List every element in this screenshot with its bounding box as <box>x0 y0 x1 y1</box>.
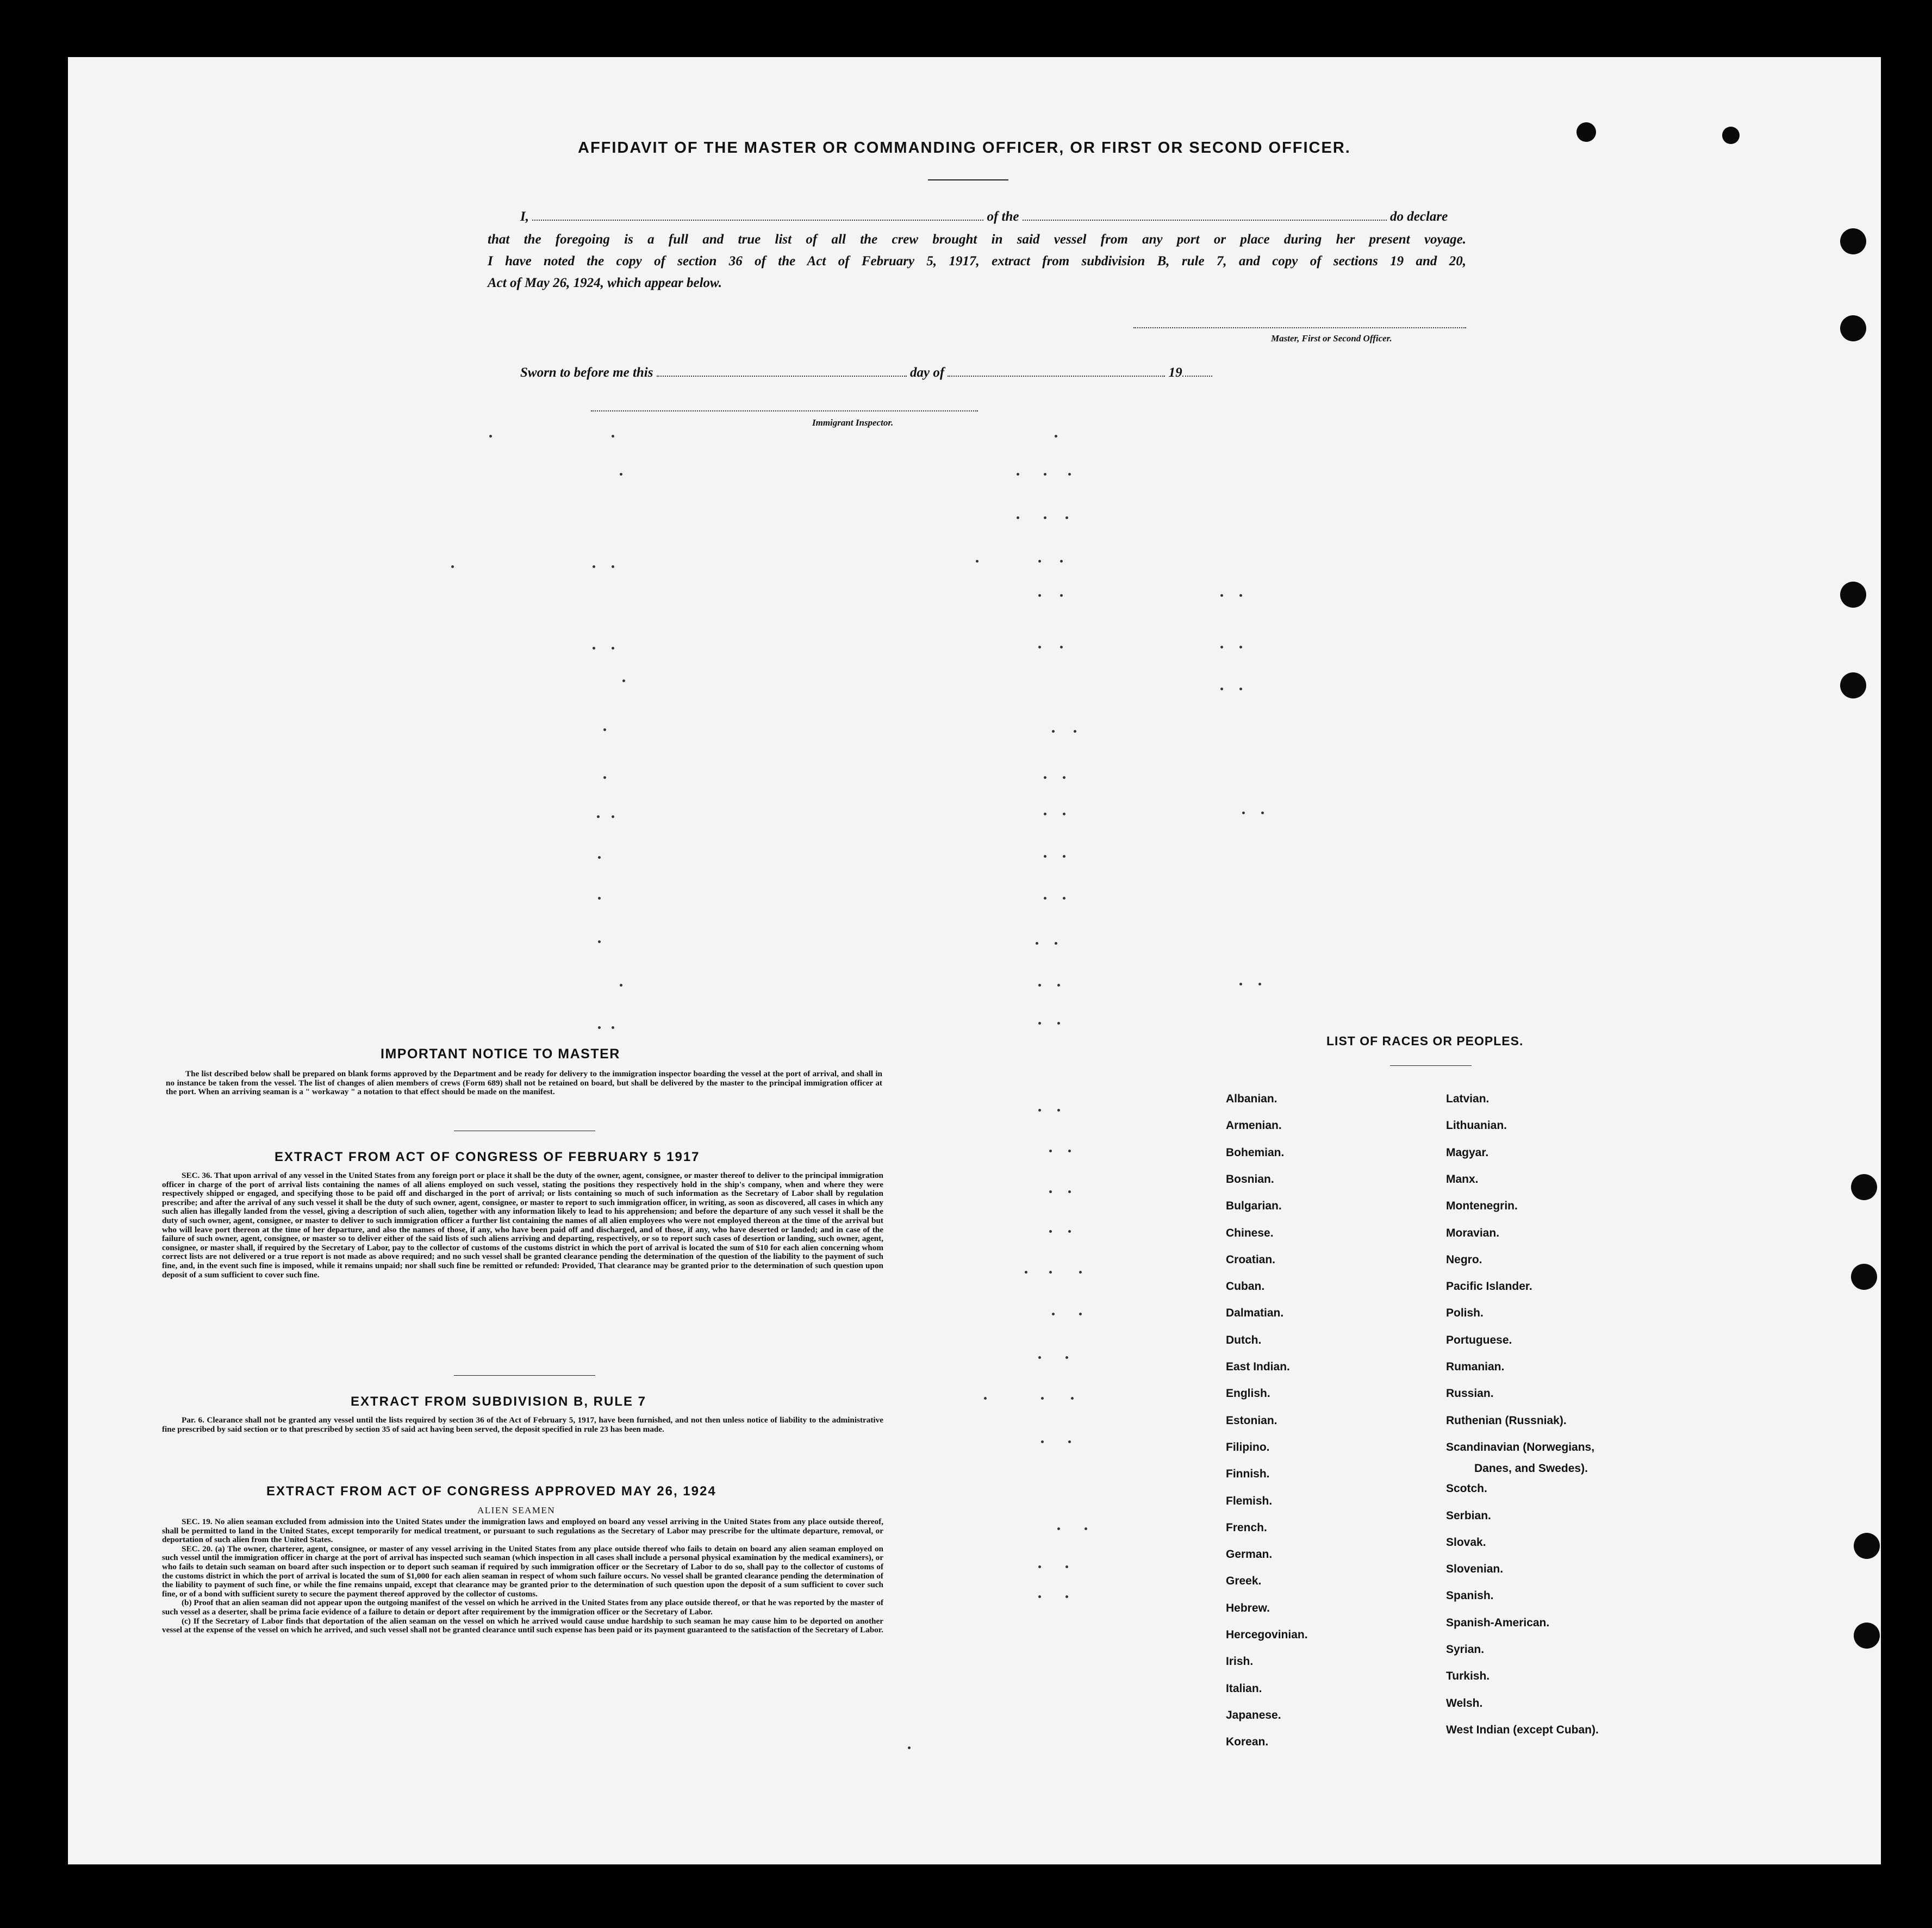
binder-hole <box>1840 315 1866 341</box>
extract-1917-rule <box>454 1375 595 1376</box>
scan-speck <box>1242 812 1245 814</box>
scan-speck <box>1044 473 1046 476</box>
scan-speck <box>1239 594 1242 597</box>
scan-speck <box>1055 435 1057 438</box>
race-scandinavian-continued: Danes, and Swedes). <box>1474 1462 1588 1475</box>
scan-speck <box>1065 516 1068 519</box>
sworn-line: Sworn to before me this day of 19 <box>520 365 1212 380</box>
scan-speck <box>1063 897 1065 900</box>
race-item: Bohemian. <box>1226 1146 1285 1159</box>
race-item: Serbian. <box>1446 1509 1491 1522</box>
scan-speck <box>612 565 614 568</box>
binder-hole <box>1576 122 1596 142</box>
scan-speck <box>1057 1527 1060 1530</box>
scan-speck <box>1065 1356 1068 1359</box>
notice-text: The list described below shall be prepared on blank forms approved by the Department and be ready for delivery to the immigration inspector boarding the vessel at the port of arrival, and shall in no instance be taken from the vessel. The list of changes of alien members of crews (Form 689) shall not be retained on board, but shall be delivered by the master to the principal immigration officer at the port. When an arriving seaman is a " workaway " a notation to that effect should be made on the manifest. <box>166 1069 882 1097</box>
binder-hole <box>1840 672 1866 698</box>
scan-speck <box>1057 1022 1060 1025</box>
race-item: Dalmatian. <box>1226 1307 1284 1320</box>
declaration-line-1: that the foregoing is a full and true list of all the crew brought in said vessel from any port or place during her present voyage. <box>488 232 1466 247</box>
scan-speck <box>1044 897 1046 900</box>
race-item: Portuguese. <box>1446 1333 1512 1346</box>
scan-speck <box>1049 1190 1052 1193</box>
race-item: Hercegovinian. <box>1226 1628 1308 1641</box>
binder-hole <box>1840 582 1866 608</box>
race-item: West Indian (except Cuban). <box>1446 1723 1599 1736</box>
scan-speck <box>1068 1150 1071 1152</box>
race-item: Estonian. <box>1226 1414 1277 1427</box>
race-item: Slovenian. <box>1446 1563 1504 1576</box>
scan-speck <box>1079 1313 1082 1315</box>
affidavit-title: AFFIDAVIT OF THE MASTER OR COMMANDING OFFICER, OR FIRST OR SECOND OFFICER. <box>578 139 1351 157</box>
scan-speck <box>1025 1271 1027 1274</box>
scan-speck <box>1261 812 1264 814</box>
race-item: Spanish-American. <box>1446 1616 1550 1629</box>
race-item: English. <box>1226 1387 1270 1400</box>
scan-speck <box>1065 1595 1068 1598</box>
race-item: Italian. <box>1226 1682 1262 1695</box>
scan-speck <box>984 1397 987 1400</box>
scan-speck <box>1038 560 1041 563</box>
race-item: Rumanian. <box>1446 1361 1505 1373</box>
scan-speck <box>1239 983 1242 985</box>
race-item: Bulgarian. <box>1226 1200 1282 1213</box>
scan-speck <box>1239 688 1242 690</box>
scan-speck <box>1049 1230 1052 1233</box>
race-item: Scandinavian (Norwegians, <box>1446 1440 1595 1453</box>
scan-speck <box>1063 813 1065 815</box>
race-item: Manx. <box>1446 1172 1479 1185</box>
scan-speck <box>620 473 622 476</box>
race-item: Lithuanian. <box>1446 1119 1507 1132</box>
scan-speck <box>620 984 622 987</box>
race-item: Spanish. <box>1446 1589 1494 1602</box>
vessel-blank[interactable] <box>1023 220 1387 221</box>
scan-speck <box>1258 983 1261 985</box>
scan-speck <box>612 435 614 438</box>
scan-speck <box>1060 560 1063 563</box>
scan-speck <box>1041 1440 1044 1443</box>
race-item: Hebrew. <box>1226 1601 1270 1614</box>
scan-speck <box>598 897 601 900</box>
binder-hole <box>1851 1264 1877 1290</box>
sworn-day-blank[interactable] <box>657 376 907 377</box>
scan-speck <box>1068 1440 1071 1443</box>
inspector-line[interactable] <box>591 410 978 411</box>
scan-speck <box>1068 1190 1071 1193</box>
scan-speck <box>612 1026 614 1029</box>
scan-speck <box>1038 1565 1041 1568</box>
scan-speck <box>1074 730 1076 733</box>
scan-speck <box>908 1746 911 1749</box>
scan-speck <box>1038 1109 1041 1112</box>
race-item: Turkish. <box>1446 1670 1490 1683</box>
scan-speck <box>598 1026 601 1029</box>
scan-speck <box>1220 594 1223 597</box>
signature-line[interactable] <box>1133 327 1466 328</box>
scan-speck <box>597 815 600 818</box>
binder-hole <box>1854 1533 1880 1559</box>
scan-speck <box>1038 1022 1041 1025</box>
race-item: Magyar. <box>1446 1146 1489 1159</box>
name-blank[interactable] <box>532 220 983 221</box>
scan-speck <box>1063 855 1065 858</box>
scan-speck <box>1017 473 1019 476</box>
scan-speck <box>1044 516 1046 519</box>
scan-speck <box>1220 688 1223 690</box>
extract-1917-title: EXTRACT FROM ACT OF CONGRESS OF FEBRUARY 5 1917 <box>275 1150 700 1164</box>
scan-speck <box>593 647 595 650</box>
scan-speck <box>1038 984 1041 987</box>
race-item: Latvian. <box>1446 1093 1489 1105</box>
extract-1924-text: SEC. 19. No alien seaman excluded from admission into the United States under the immigration laws and employed on board any vessel arriving in the United States from any place outside thereof, shall be permitted to land in the United States, except temporarily for medical treatment, or pursuant to such regulations as the Secretary of Labor may prescribe for the ultimate departure, removal, or deportation of such alien from the United States. SEC. 20. (a) The owner, charterer, agent, consignee, or master of any vessel arriving in the United States from any place outside thereof who fails to detain on board any alien seaman employed on such vessel until the immigration officer in charge at the port of arrival has inspected such seaman (which inspection in all cases shall include a personal physical examination by the medical examiners), or who fails to detain such seaman on board after such inspection or to deport such seaman if required by such immigration officer or the Secretary of Labor to do so, shall pay to the collector of customs of the customs district in which the port of arrival is located the sum of $1,000 for each alien seaman in respect of whom such failure occurs. No vessel shall be granted clearance pending the determination of the liability to payment of such fine, or while the fine remains unpaid, except that clearance may be granted prior to the determination of such question upon the deposit of a sum sufficient to cover such fine, or of a bond with sufficient surety to secure the payment thereof approved by the collector of customs. (b) Proof that an alien seaman did not appear upon the outgoing manifest of the vessel on which he arrived in the United States from any place outside thereof, or that he was reported by the master of such vessel as a deserter, shall be prima facie evidence of a failure to detain or deport after requirement by the immigration officer or the Secretary of Labor. (c) If the Secretary of Labor finds that deportation of the alien seaman on the vessel on which he arrived would cause undue hardship to such seaman he may cause him to be deported on another vessel at the expense of the vessel on which he arrived, and such vessel shall not be granted clearance until such expense has been paid or its payment guaranteed to the satisfaction of the Secretary of Labor. <box>162 1517 883 1635</box>
scan-speck <box>603 728 606 731</box>
title-underline <box>928 179 1008 180</box>
scan-speck <box>1017 516 1019 519</box>
declaration-line-3: Act of May 26, 1924, which appear below. <box>488 276 722 290</box>
binder-hole <box>1840 228 1866 254</box>
race-item: Slovak. <box>1446 1536 1486 1549</box>
race-item: Negro. <box>1446 1253 1482 1266</box>
race-item: Finnish. <box>1226 1468 1270 1481</box>
subdivision-text: Par. 6. Clearance shall not be granted any vessel until the lists required by section 36 of the Act of February 5, 1917, have been furnished, and not then unless notice of liability to the administrative fine prescribed by said section or to that prescribed by section 35 of said act having been served, the deposit specified in rule 23 has been made. <box>162 1415 883 1434</box>
race-item: Syrian. <box>1446 1643 1485 1656</box>
scan-speck <box>1038 646 1041 648</box>
race-item: Polish. <box>1446 1307 1484 1320</box>
race-item: Japanese. <box>1226 1708 1281 1721</box>
scan-speck <box>1085 1527 1087 1530</box>
scan-speck <box>598 940 601 943</box>
scan-speck <box>1055 942 1057 945</box>
scan-speck <box>603 776 606 779</box>
binder-hole <box>1722 127 1740 144</box>
scan-speck <box>1044 776 1046 779</box>
scan-speck <box>1079 1271 1082 1274</box>
alien-seamen-subtitle: ALIEN SEAMEN <box>477 1505 556 1515</box>
race-item: Filipino. <box>1226 1440 1270 1453</box>
race-item: Greek. <box>1226 1575 1262 1588</box>
scan-speck <box>1044 813 1046 815</box>
race-item: Russian. <box>1446 1387 1494 1400</box>
race-item: Moravian. <box>1446 1226 1500 1239</box>
inspector-label: Immigrant Inspector. <box>812 417 894 428</box>
races-title: LIST OF RACES OR PEOPLES. <box>1326 1034 1524 1048</box>
race-item: Bosnian. <box>1226 1172 1274 1185</box>
declaration-line-2: I have noted the copy of section 36 of the Act of February 5, 1917, extract from subdivision B, rule 7, and copy of sections 19 and 20, <box>488 254 1466 269</box>
scan-speck <box>612 647 614 650</box>
extract-1917-text: SEC. 36. That upon arrival of any vessel in the United States from any foreign port or place it shall be the duty of the owner, agent, consignee, or master thereof to deliver to the principal immigration officer in charge of the port of arrival lists containing the names of all aliens employed on such vessel, stating the positions they respectively hold in the ship's company, when and where they were respectively shipped or engaged, and specifying those to be paid off and discharged in the port of arrival; or lists containing so much of such information as the Secretary of Labor shall by regulation prescribe; and after the arrival of any such vessel it shall be the duty of such owner, agent, consignee, or master to report to such immigration officer, in writing, as soon as discovered, all cases in which any such alien has illegally landed from the vessel, giving a description of such alien, together with any information likely to lead to his apprehension; and before the departure of any such vessel it shall be the duty of such owner, agent, consignee, or master to deliver to such immigration officer a further list containing the names of all alien employees who were not employed thereon at the time of the arrival but who will leave port thereon at the time of her departure, and also the names of those, if any, who have been paid off and discharged, and of those, if any, who have deserted or landed; and in case of the failure of such owner, agent, consignee, or master so to deliver either of the said lists of such aliens arriving and departing, respectively, or so to report such cases of desertion or landing, such owner, agent, consignee, or master shall, if required by the Secretary of Labor, pay to the collector of customs of the customs district in which the port of arrival is located the sum of $10 for each alien concerning whom correct lists are not delivered or a true report is not made as above required; and no such vessel shall be granted clearance pending the determination of the question of the liability to the payment of such fine, and, in the event such fine is imposed, while it remains unpaid; nor shall such fine be remitted or refunded: Provided, That clearance may be granted prior to the determination of such question upon deposit of a sum sufficient to cover such fine. <box>162 1171 883 1280</box>
subdivision-title: EXTRACT FROM SUBDIVISION B, RULE 7 <box>351 1394 647 1409</box>
scan-speck <box>622 679 625 682</box>
scan-speck <box>1060 646 1063 648</box>
races-rule <box>1390 1065 1472 1066</box>
scan-speck <box>1071 1397 1074 1400</box>
race-item: Korean. <box>1226 1736 1269 1749</box>
notice-title: IMPORTANT NOTICE TO MASTER <box>381 1046 620 1062</box>
race-item: East Indian. <box>1226 1361 1290 1373</box>
race-item: Armenian. <box>1226 1119 1282 1132</box>
race-item: Welsh. <box>1446 1696 1483 1709</box>
scan-speck <box>1041 1397 1044 1400</box>
race-item: Montenegrin. <box>1446 1200 1518 1213</box>
race-item: Dutch. <box>1226 1333 1262 1346</box>
scan-speck <box>1044 855 1046 858</box>
scan-speck <box>1036 942 1038 945</box>
scan-speck <box>1052 730 1055 733</box>
race-item: Irish. <box>1226 1655 1254 1668</box>
sworn-year-blank[interactable] <box>1182 376 1212 377</box>
scan-speck <box>1220 646 1223 648</box>
sworn-month-blank[interactable] <box>948 376 1165 377</box>
race-item: Albanian. <box>1226 1093 1277 1105</box>
scan-speck <box>1052 1313 1055 1315</box>
race-item: Ruthenian (Russniak). <box>1446 1414 1567 1427</box>
race-item: Cuban. <box>1226 1280 1265 1293</box>
race-item: German. <box>1226 1548 1273 1561</box>
scan-speck <box>1038 1356 1041 1359</box>
scan-speck <box>1049 1271 1052 1274</box>
race-item: Flemish. <box>1226 1494 1273 1507</box>
scan-speck <box>1038 1595 1041 1598</box>
scan-speck <box>451 565 454 568</box>
binder-hole <box>1851 1174 1877 1200</box>
race-item: Croatian. <box>1226 1253 1276 1266</box>
race-item: Pacific Islander. <box>1446 1280 1532 1293</box>
scan-speck <box>1065 1565 1068 1568</box>
scan-speck <box>1049 1150 1052 1152</box>
race-item: French. <box>1226 1521 1267 1534</box>
race-item: Scotch. <box>1446 1482 1487 1495</box>
scan-speck <box>1060 594 1063 597</box>
scan-speck <box>593 565 595 568</box>
extract-1924-title: EXTRACT FROM ACT OF CONGRESS APPROVED MAY 26, 1924 <box>266 1484 716 1499</box>
scan-speck <box>598 856 601 859</box>
scan-speck <box>1038 594 1041 597</box>
scan-speck <box>489 435 492 438</box>
scan-speck <box>1063 776 1065 779</box>
scan-speck <box>1068 473 1071 476</box>
race-item: Chinese. <box>1226 1226 1274 1239</box>
binder-hole <box>1854 1623 1880 1649</box>
scan-speck <box>1068 1230 1071 1233</box>
declaration-line-blanks: I, of the do declare <box>520 209 1448 224</box>
scan-speck <box>976 560 979 563</box>
scan-speck <box>1239 646 1242 648</box>
signature-label: Master, First or Second Officer. <box>1271 333 1392 344</box>
scan-speck <box>1057 984 1060 987</box>
scan-speck <box>612 815 614 818</box>
scan-speck <box>1057 1109 1060 1112</box>
